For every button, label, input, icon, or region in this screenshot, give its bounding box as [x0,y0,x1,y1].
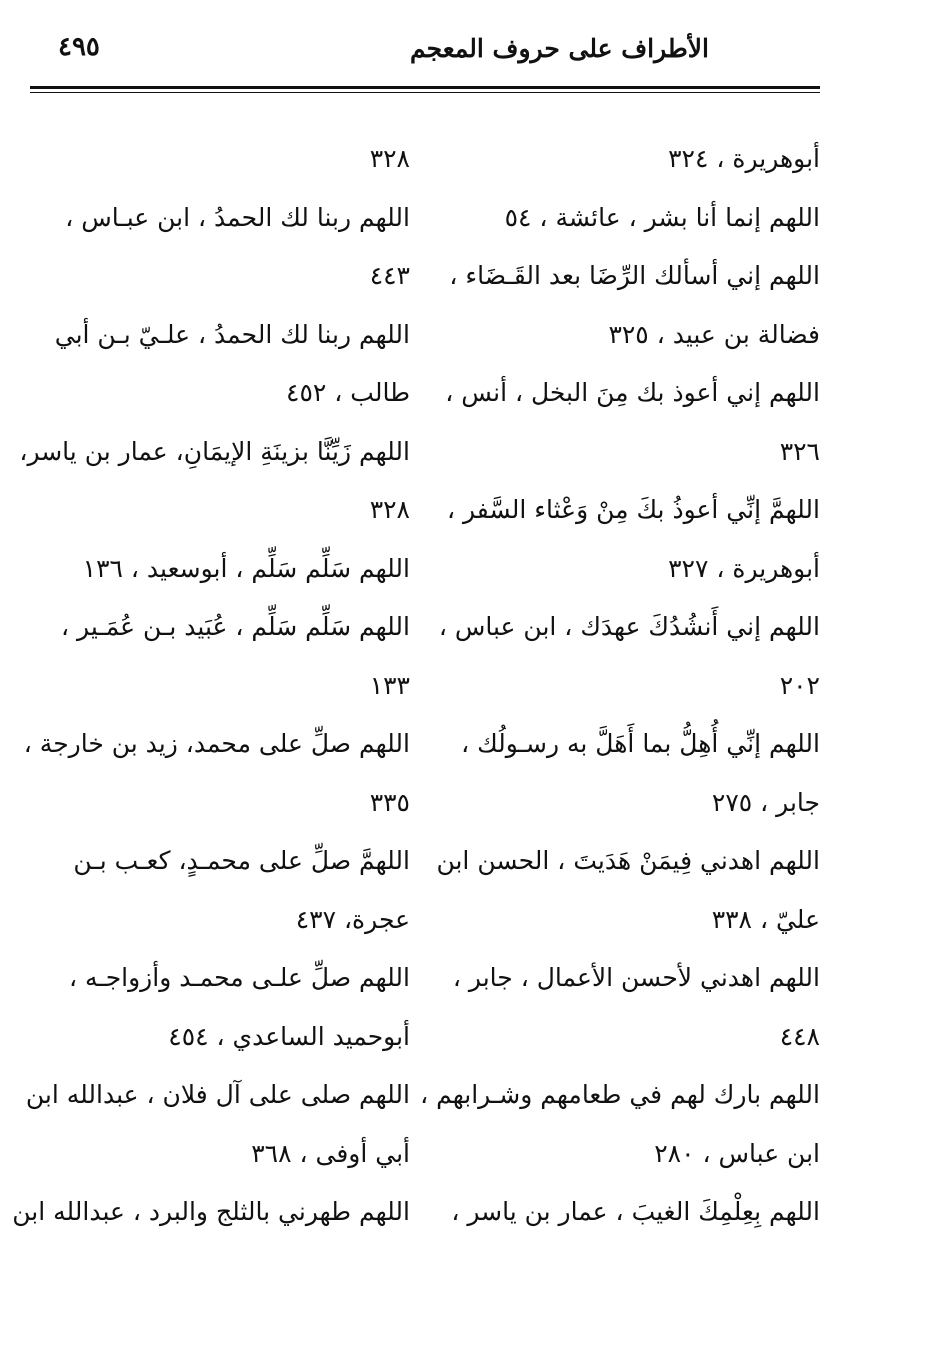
index-line: عجرة، ٤٣٧ [295,904,410,934]
index-line: اللهم إنِّي أُهِلُّ بما أَهَلَّ به رسـولُك ، [461,729,820,758]
index-line: طالب ، ٤٥٢ [286,378,410,407]
index-line: اللهم صلى على آل فلان ، عبدالله ابن [25,1080,410,1109]
index-line: أبوحميد الساعدي ، ٤٥٤ [168,1021,410,1051]
index-line: فضالة بن عبيد ، ٣٢٥ [608,319,820,349]
index-line: اللهم إنما أنا بشر ، عائشة ، ٥٤ [504,202,820,232]
index-line: عليّ ، ٣٣٨ [711,904,820,934]
index-line: جابر ، ٢٧٥ [711,787,820,817]
index-line: اللهم سَلِّم سَلِّم ، أبوسعيد ، ١٣٦ [82,553,410,583]
index-line: اللهم إني أسألك الرِّضَا بعد القَـضَاء ، [449,261,820,290]
index-line: اللهم صلِّ على محمد، زيد بن خارجة ، [23,729,410,758]
index-line: أبوهريرة ، ٣٢٧ [668,553,820,583]
index-line: اللهم سَلِّم سَلِّم ، عُبَيد بـن عُمَـير ، [61,612,410,641]
index-line: ٣٢٦ [779,436,820,466]
index-line: اللهم ربنا لك الحمدُ ، ابن عبـاس ، [65,202,410,232]
index-line: ٤٤٣ [369,261,410,290]
running-title: الأطراف على حروف المعجم [410,34,709,63]
header-rule-thick [30,86,820,89]
index-line: اللهم طهرني بالثلج والبرد ، عبدالله ابن [12,1197,410,1226]
index-line: ٣٢٨ [369,144,410,173]
left-column [12,130,410,1242]
index-line: اللهم اهدني لأحسن الأعمال ، جابر ، [452,963,820,992]
index-line: اللهم صلِّ علـى محمـد وأزواجـه ، [68,963,410,992]
index-line: اللهمَّ إنِّي أعوذُ بكَ مِنْ وَعْثاء السَّفر ، [446,495,820,524]
index-line: ابن عباس ، ٢٨٠ [654,1138,820,1168]
index-line: اللهم ربنا لك الحمدُ ، علـيّ بـن أبي [54,319,410,349]
index-line: اللهم زَيِّنَّا بزينَةِ الإيمَانِ، عمار بن ياسر، [19,436,410,466]
index-line: اللهم إني أَنشُدُكَ عهدَك ، ابن عباس ، [438,612,820,641]
index-line: أبي أوفى ، ٣٦٨ [251,1138,410,1168]
index-line: أبوهريرة ، ٣٢٤ [668,144,820,173]
index-line: ٢٠٢ [779,670,820,700]
index-line: ٤٤٨ [779,1021,820,1051]
index-line: ١٣٣ [369,670,410,700]
page-header [0,0,927,100]
index-line: اللهم بارك لهم في طعامهم وشـرابهم ، [420,1080,820,1109]
index-line: اللهمَّ صلِّ على محمـدٍ، كعـب بـن [73,846,410,875]
index-line: اللهم اهدني فِيمَنْ هَدَيتَ ، الحسن ابن [436,846,820,875]
page-number: ٤٩٥ [58,32,100,62]
index-line: اللهم بِعِلْمِكَ الغيبَ ، عمار بن ياسر ، [451,1197,820,1226]
index-line: اللهم إني أعوذ بك مِنَ البخل ، أنس ، [445,378,820,407]
right-column [420,130,820,1242]
header-rule-thin [30,92,820,93]
index-line: ٣٣٥ [369,787,410,817]
index-line: ٣٢٨ [369,495,410,524]
